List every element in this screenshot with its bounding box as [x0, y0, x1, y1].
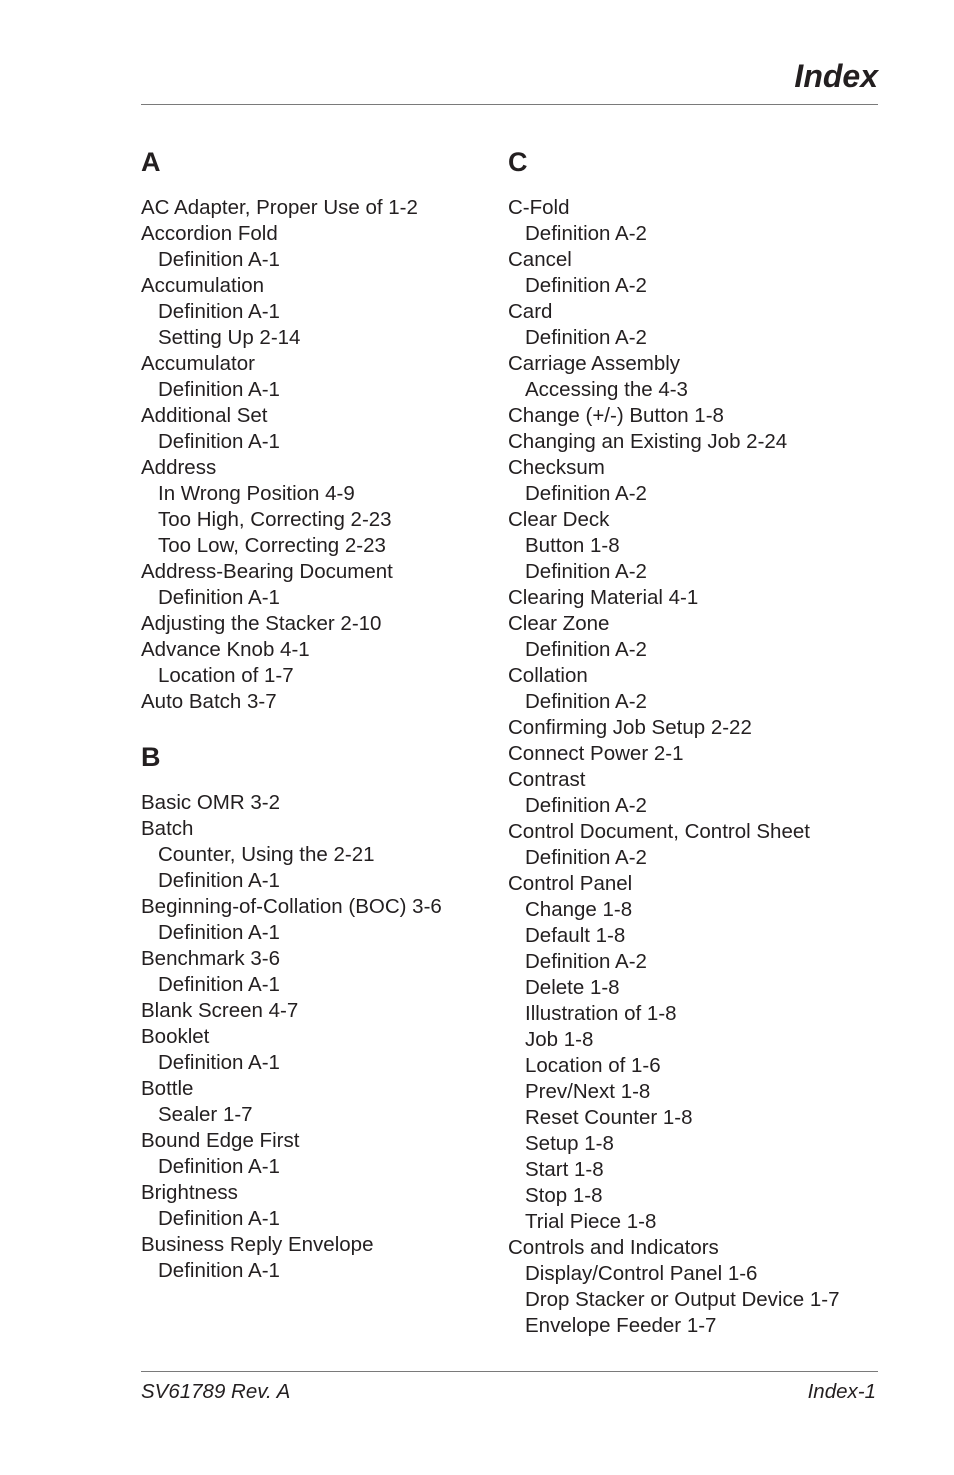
index-subentry: Definition A-2 — [525, 794, 647, 817]
index-subentry: Default 1-8 — [525, 924, 626, 947]
index-entry: Card — [508, 300, 553, 323]
index-entry: Auto Batch 3-7 — [141, 690, 277, 713]
index-entry: Changing an Existing Job 2-24 — [508, 430, 788, 453]
index-entry: Collation — [508, 664, 588, 687]
index-entry: Bottle — [141, 1077, 194, 1100]
index-subentry: Definition A-2 — [525, 326, 647, 349]
index-subentry: Definition A-2 — [525, 560, 647, 583]
index-entry: Control Document, Control Sheet — [508, 820, 810, 843]
index-subentry: Definition A-1 — [158, 378, 280, 401]
index-entry: Bound Edge First — [141, 1129, 300, 1152]
index-section-b — [141, 741, 491, 1284]
index-subentry: Definition A-1 — [158, 973, 280, 996]
index-subentry: Definition A-2 — [525, 274, 647, 297]
index-subentry: Definition A-2 — [525, 222, 647, 245]
index-subentry: Change 1-8 — [525, 898, 633, 921]
index-column-right — [508, 146, 878, 1339]
index-entry: Control Panel — [508, 872, 633, 895]
index-entry: Checksum — [508, 456, 605, 479]
index-subentry: Definition A-2 — [525, 638, 647, 661]
index-entry: Clear Zone — [508, 612, 610, 635]
index-entry: Accumulator — [141, 352, 255, 375]
index-subentry: Definition A-2 — [525, 482, 647, 505]
index-subentry: Button 1-8 — [525, 534, 620, 557]
index-entry: Cancel — [508, 248, 572, 271]
index-entry: Business Reply Envelope — [141, 1233, 374, 1256]
index-entry: Additional Set — [141, 404, 268, 427]
index-entry: Address — [141, 456, 217, 479]
index-entry: Basic OMR 3-2 — [141, 791, 280, 814]
header-rule — [141, 104, 878, 105]
index-subentry: Display/Control Panel 1-6 — [525, 1262, 758, 1285]
index-entry: Controls and Indicators — [508, 1236, 719, 1259]
index-subentry: Definition A-2 — [525, 846, 647, 869]
index-subentry: Prev/Next 1-8 — [525, 1080, 651, 1103]
index-subentry: Accessing the 4-3 — [525, 378, 688, 401]
index-entry: Blank Screen 4-7 — [141, 999, 299, 1022]
index-subentry: Delete 1-8 — [525, 976, 620, 999]
index-entry: C-Fold — [508, 196, 570, 219]
index-subentry: Definition A-1 — [158, 1259, 280, 1282]
index-subentry: Too Low, Correcting 2-23 — [158, 534, 386, 557]
index-subentry: Illustration of 1-8 — [525, 1002, 677, 1025]
index-subentry: Setup 1-8 — [525, 1132, 614, 1155]
index-subentry: Definition A-2 — [525, 690, 647, 713]
index-entry: Accordion Fold — [141, 222, 278, 245]
index-subentry: Trial Piece 1-8 — [525, 1210, 657, 1233]
index-entry: Advance Knob 4-1 — [141, 638, 310, 661]
footer-rule — [141, 1371, 878, 1372]
index-entry: Change (+/-) Button 1-8 — [508, 404, 724, 427]
index-entry: Adjusting the Stacker 2-10 — [141, 612, 382, 635]
index-subentry: Definition A-1 — [158, 300, 280, 323]
index-entry: Clearing Material 4-1 — [508, 586, 699, 609]
index-subentry: Definition A-1 — [158, 248, 280, 271]
index-entry: Contrast — [508, 768, 586, 791]
index-subentry: Definition A-1 — [158, 430, 280, 453]
section-letter: C — [508, 147, 528, 177]
page-number: Index-1 — [807, 1380, 876, 1403]
index-subentry: Definition A-1 — [158, 921, 280, 944]
section-letter: A — [141, 147, 161, 177]
page-title: Index — [794, 58, 878, 94]
index-subentry: Setting Up 2-14 — [158, 326, 301, 349]
index-subentry: Definition A-1 — [158, 869, 280, 892]
index-entry: Connect Power 2-1 — [508, 742, 684, 765]
index-subentry: Job 1-8 — [525, 1028, 594, 1051]
index-subentry: Envelope Feeder 1-7 — [525, 1314, 717, 1337]
index-entry: Confirming Job Setup 2-22 — [508, 716, 752, 739]
index-entry: Address-Bearing Document — [141, 560, 393, 583]
index-subentry: Definition A-2 — [525, 950, 647, 973]
index-column-left — [141, 146, 491, 1284]
index-entry: Carriage Assembly — [508, 352, 681, 375]
index-subentry: Stop 1-8 — [525, 1184, 603, 1207]
index-section-a — [141, 146, 491, 715]
index-section-c — [508, 146, 878, 1339]
index-subentry: In Wrong Position 4-9 — [158, 482, 355, 505]
index-subentry: Drop Stacker or Output Device 1-7 — [525, 1288, 840, 1311]
index-entry: AC Adapter, Proper Use of 1-2 — [141, 196, 418, 219]
index-subentry: Location of 1-7 — [158, 664, 294, 687]
index-subentry: Too High, Correcting 2-23 — [158, 508, 392, 531]
index-subentry: Counter, Using the 2-21 — [158, 843, 375, 866]
section-letter: B — [141, 742, 161, 772]
index-subentry: Start 1-8 — [525, 1158, 604, 1181]
index-subentry: Location of 1-6 — [525, 1054, 661, 1077]
index-entry: Benchmark 3-6 — [141, 947, 281, 970]
index-entry: Booklet — [141, 1025, 210, 1048]
index-subentry: Definition A-1 — [158, 586, 280, 609]
index-entry: Accumulation — [141, 274, 265, 297]
index-entry: Batch — [141, 817, 194, 840]
index-subentry: Reset Counter 1-8 — [525, 1106, 693, 1129]
index-subentry: Definition A-1 — [158, 1051, 280, 1074]
index-subentry: Definition A-1 — [158, 1155, 280, 1178]
index-entry: Clear Deck — [508, 508, 610, 531]
document-id: SV61789 Rev. A — [141, 1380, 291, 1403]
index-subentry: Sealer 1-7 — [158, 1103, 253, 1126]
index-entry: Brightness — [141, 1181, 238, 1204]
index-entry: Beginning-of-Collation (BOC) 3-6 — [141, 895, 442, 918]
index-subentry: Definition A-1 — [158, 1207, 280, 1230]
